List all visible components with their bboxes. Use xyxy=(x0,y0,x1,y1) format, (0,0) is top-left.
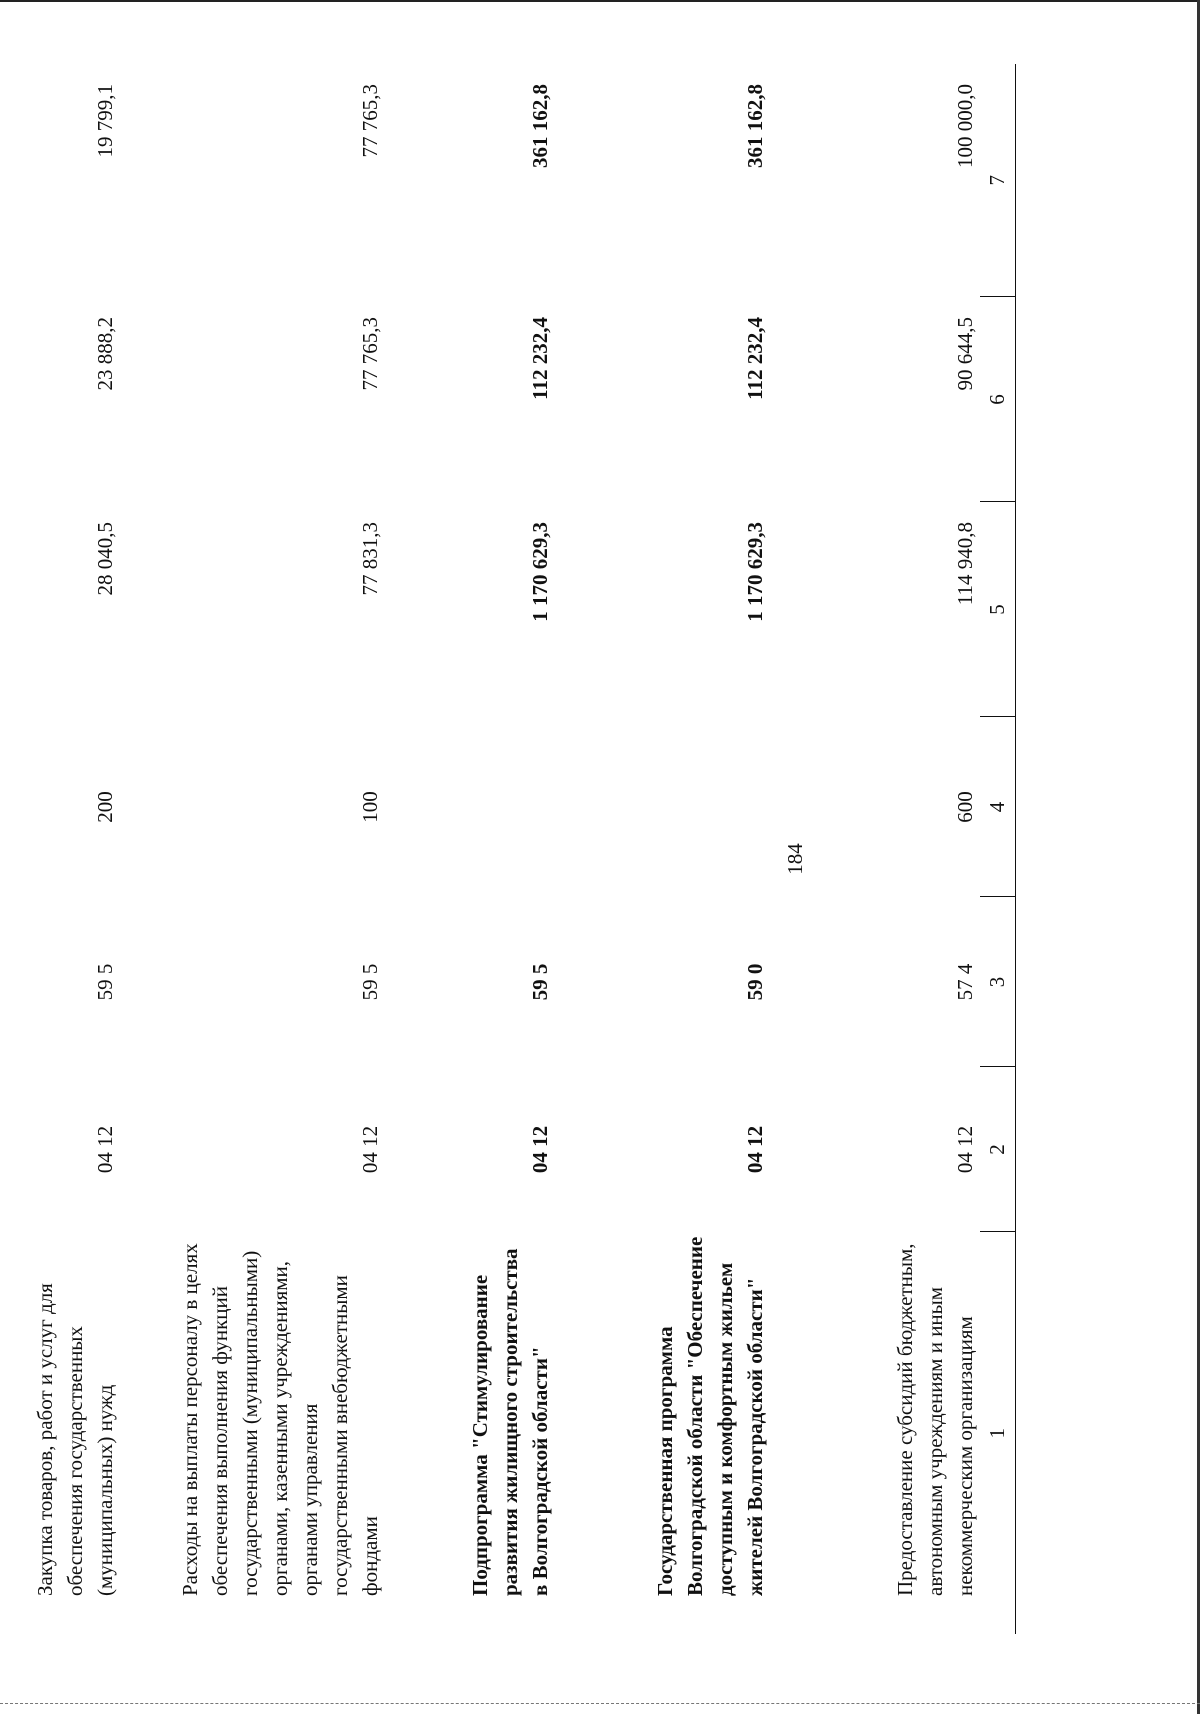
cell-program: 59 5 xyxy=(358,963,382,1001)
cell-program: 59 5 xyxy=(528,963,552,1001)
cell-name: Государственная программа Волгоградской области "Обеспечение доступным и комфортным жильем жителей Волгоградской области" xyxy=(653,1236,767,1596)
cell-value-6: 112 232,4 xyxy=(743,317,767,400)
cell-value-5: 1 170 629,3 xyxy=(743,522,767,622)
table-row xyxy=(0,64,120,1634)
column-header-1: 1 xyxy=(980,1232,1016,1634)
table-body xyxy=(0,64,1016,1634)
cell-value-7: 77 765,3 xyxy=(358,84,382,158)
cell-expense-type xyxy=(385,717,555,897)
cell-section: 04 12 xyxy=(358,1125,382,1174)
column-header-5: 5 xyxy=(980,502,1016,717)
cell-value-7: 361 162,8 xyxy=(743,84,767,168)
cell-value-7: 19 799,1 xyxy=(93,84,117,158)
column-header-3: 3 xyxy=(980,897,1016,1067)
column-header-6: 6 xyxy=(980,297,1016,502)
column-header-4: 4 xyxy=(980,717,1016,897)
cell-name: Закупка товаров, работ и услуг для обеспечения государственных (муниципальных) нужд xyxy=(33,1283,117,1596)
cell-name: Предоставление субсидий бюджетным, автономным учреждениям и иным некоммерческим организациям xyxy=(893,1243,977,1596)
cell-value-5: 28 040,5 xyxy=(93,522,117,596)
cell-section: 04 12 xyxy=(93,1125,117,1174)
cell-program: 59 0 xyxy=(743,963,767,1001)
page-number: 184 xyxy=(783,843,807,875)
cell-value-6: 23 888,2 xyxy=(93,317,117,391)
cell-name: Расходы на выплаты персоналу в целях обеспечения выполнения функций государственными (муниципальными) органами, казенными учреждениями, органами управления государственными внебюджетными фондами xyxy=(178,1243,382,1596)
cell-name: Подпрограмма "Стимулирование развития жилищного строительства в Волгоградской области" xyxy=(468,1248,552,1596)
cell-program: 57 4 xyxy=(953,963,977,1001)
cell-expense-type: 100 xyxy=(358,791,382,823)
column-header-2: 2 xyxy=(980,1067,1016,1232)
cell-value-7: 100 000,0 xyxy=(953,84,977,168)
cell-program: 59 5 xyxy=(93,963,117,1001)
table-header-row xyxy=(980,64,1016,1634)
cell-expense-type xyxy=(555,717,770,897)
cell-value-6: 77 765,3 xyxy=(358,317,382,391)
table-row xyxy=(120,64,385,1634)
cell-value-5: 1 170 629,3 xyxy=(528,522,552,622)
cell-section: 04 12 xyxy=(528,1125,552,1174)
cell-value-6: 112 232,4 xyxy=(528,317,552,400)
cell-section: 04 12 xyxy=(953,1125,977,1174)
table-row xyxy=(770,64,980,1634)
cell-expense-type: 200 xyxy=(93,791,117,823)
table-row xyxy=(385,64,555,1634)
table-row xyxy=(555,64,770,1634)
cell-value-7: 361 162,8 xyxy=(528,84,552,168)
cell-value-5: 114 940,8 xyxy=(953,522,977,606)
column-header-7: 7 xyxy=(980,64,1016,297)
cell-value-5: 77 831,3 xyxy=(358,522,382,596)
budget-table xyxy=(0,64,1016,1634)
cell-section: 04 12 xyxy=(743,1125,767,1174)
cell-expense-type: 600 xyxy=(953,791,977,823)
cell-value-6: 90 644,5 xyxy=(953,317,977,391)
